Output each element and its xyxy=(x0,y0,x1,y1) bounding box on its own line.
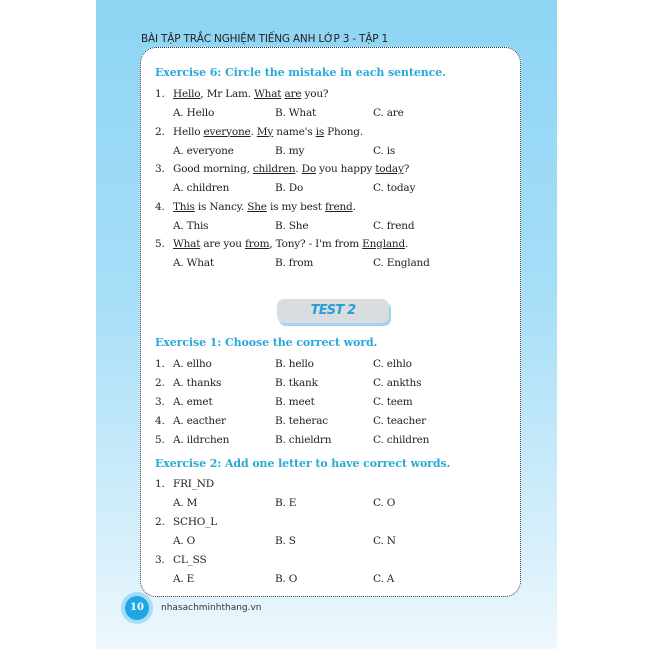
option-c: C. is xyxy=(373,144,396,157)
option-b: B. my xyxy=(275,144,305,157)
option-c: C. ankths xyxy=(373,377,422,389)
option-a: A. Hello xyxy=(173,107,215,119)
word: CL_SS xyxy=(173,554,207,566)
sentence xyxy=(173,201,356,213)
option-b: B. E xyxy=(275,497,297,509)
sentence-segment: My xyxy=(256,125,274,138)
word: FRI_ND xyxy=(173,478,214,490)
option-b: B. S xyxy=(275,535,296,547)
sentence-segment: you? xyxy=(301,88,329,100)
exercise-title: Exercise 6: Circle the mistake in each sentence. xyxy=(155,66,446,79)
option-a: A. ildrchen xyxy=(173,434,230,446)
option-b: B. She xyxy=(275,219,309,232)
option-c: C. are xyxy=(373,107,404,119)
sentence-segment: What xyxy=(173,238,201,250)
sentence-segment: ? xyxy=(403,163,410,175)
sentence-segment: . xyxy=(295,163,302,175)
option-b: B. tkank xyxy=(275,377,318,389)
option-c: C. O xyxy=(373,497,396,509)
sentence-segment: Hello xyxy=(173,88,201,100)
option-b: B. from xyxy=(275,257,314,269)
sentence-segment: name's xyxy=(273,125,316,138)
question-number: 1. xyxy=(155,88,165,100)
option-c: C. teacher xyxy=(373,415,426,427)
sentence-segment: today xyxy=(375,163,404,175)
option-b: B. chieldrn xyxy=(275,434,332,446)
option-a: A. children xyxy=(173,182,230,194)
sentence-segment: What xyxy=(254,88,282,100)
sentence-segment: is Nancy. xyxy=(194,200,248,213)
question-number: 2. xyxy=(155,516,165,528)
sentence-segment: Good morning, xyxy=(173,163,253,175)
question-number: 2. xyxy=(155,125,165,138)
option-c: C. children xyxy=(373,434,430,446)
question-number: 3. xyxy=(155,163,165,175)
sentence-segment: are you xyxy=(200,238,245,250)
sentence-segment: Phong. xyxy=(324,125,363,138)
question-number: 4. xyxy=(155,200,165,213)
website: nhasachminhthang.vn xyxy=(161,603,262,613)
option-b: B. Do xyxy=(275,182,304,194)
option-a: A. E xyxy=(173,573,195,585)
question-number: 1. xyxy=(155,478,165,490)
option-b: B. O xyxy=(275,573,298,585)
sentence-segment: you happy xyxy=(315,163,376,175)
sentence xyxy=(173,163,409,175)
question-number: 3. xyxy=(155,396,165,408)
exercise-title: Exercise 1: Choose the correct word. xyxy=(155,336,378,349)
sentence-segment: This xyxy=(173,200,195,213)
sentence-segment: She xyxy=(247,200,267,213)
option-c: C. England xyxy=(373,257,430,269)
question-number: 3. xyxy=(155,554,165,566)
sentence-segment: , Mr Lam. xyxy=(200,88,255,100)
sentence xyxy=(173,88,328,100)
option-b: B. What xyxy=(275,107,317,119)
option-a: A. thanks xyxy=(173,377,222,389)
sentence-segment: , Tony? - I'm from xyxy=(269,238,363,250)
option-c: C. today xyxy=(373,182,416,194)
option-a: A. eacther xyxy=(173,415,226,427)
sentence-segment: children xyxy=(252,163,296,175)
sentence-segment: . xyxy=(352,200,356,213)
sentence-segment: frend xyxy=(324,200,353,213)
book-header: BÀI TẬP TRẮC NGHIỆM TIẾNG ANH LỚP 3 - TẬP 1 xyxy=(141,33,389,45)
test-label: TEST 2 xyxy=(277,299,389,323)
option-a: A. ellho xyxy=(173,358,212,370)
sentence-segment: everyone xyxy=(203,125,251,138)
sentence-segment: . xyxy=(250,125,257,138)
sentence-segment: Do xyxy=(301,163,316,175)
option-c: C. teem xyxy=(373,396,413,408)
option-a: A. O xyxy=(173,535,196,547)
question-number: 4. xyxy=(155,415,165,427)
question-number: 2. xyxy=(155,377,165,389)
sentence xyxy=(173,126,363,138)
question-number: 1. xyxy=(155,358,165,370)
option-c: C. frend xyxy=(373,219,415,232)
option-a: A. everyone xyxy=(173,144,234,157)
sentence-segment: from xyxy=(244,238,270,250)
sentence-segment: England xyxy=(362,238,406,250)
option-b: B. teherac xyxy=(275,415,328,427)
option-c: C. A xyxy=(373,573,395,585)
option-c: C. elhlo xyxy=(373,358,412,370)
question-number: 5. xyxy=(155,434,165,446)
option-a: A. emet xyxy=(173,396,213,408)
option-b: B. meet xyxy=(275,396,315,408)
sentence-segment: is my best xyxy=(266,200,325,213)
sentence-segment: . xyxy=(405,238,409,250)
sentence-segment: Hello xyxy=(173,125,204,138)
option-a: A. This xyxy=(173,219,209,232)
option-c: C. N xyxy=(373,535,396,547)
sentence-segment: is xyxy=(315,125,325,138)
option-a: A. What xyxy=(173,257,214,269)
page-number: 10 xyxy=(125,596,149,620)
sentence-segment: are xyxy=(284,88,302,100)
word: SCHO_L xyxy=(173,516,218,528)
option-b: B. hello xyxy=(275,358,314,370)
sentence xyxy=(173,238,408,250)
question-number: 5. xyxy=(155,238,165,250)
exercise-title: Exercise 2: Add one letter to have correct words. xyxy=(155,457,451,470)
option-a: A. M xyxy=(173,497,198,509)
